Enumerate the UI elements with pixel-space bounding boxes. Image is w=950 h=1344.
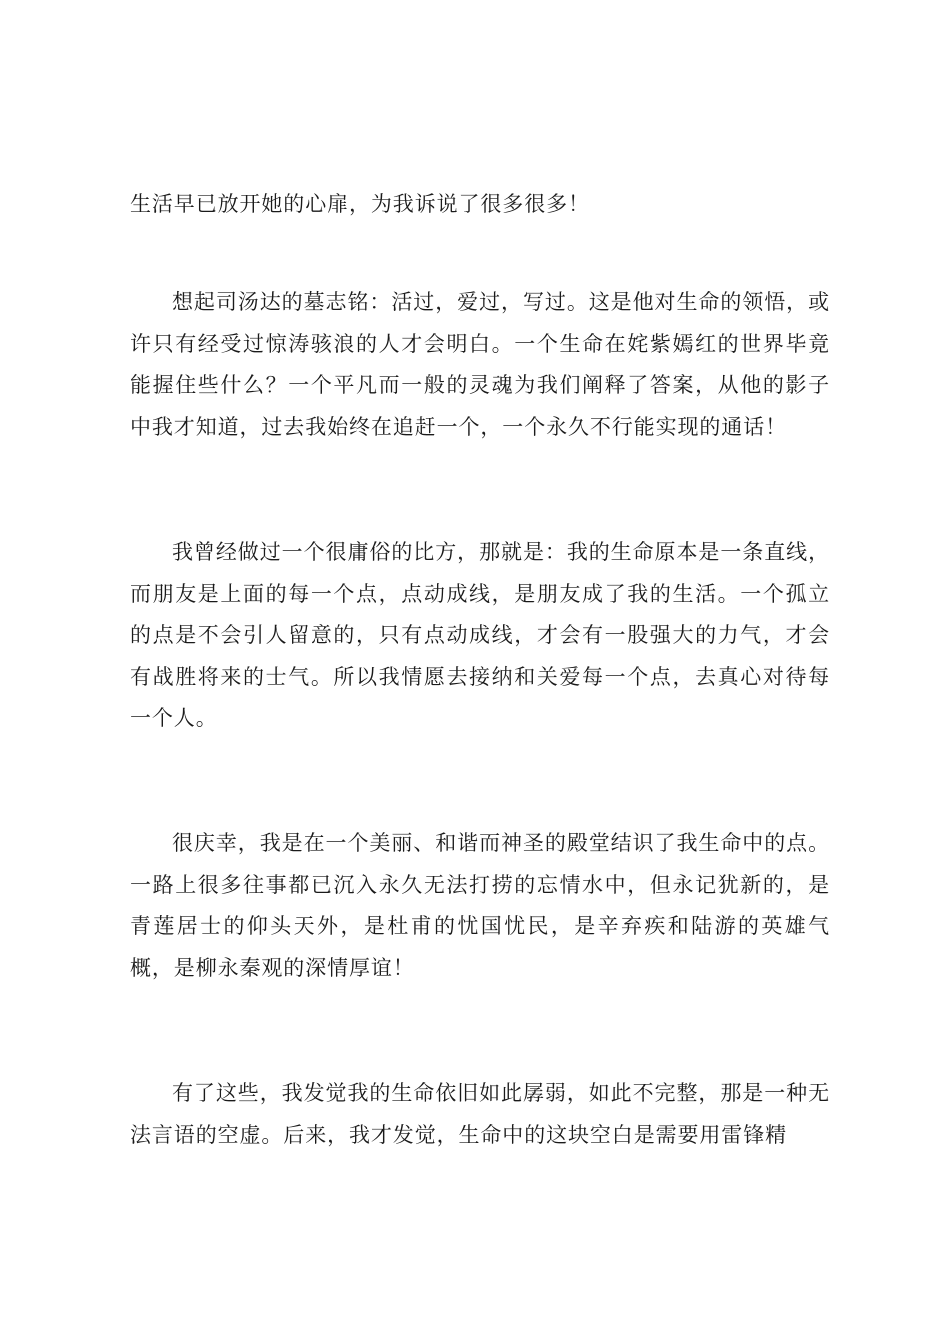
paragraph-continuation: 生活早已放开她的心扉，为我诉说了很多很多！ <box>130 192 590 216</box>
paragraph-fortunate: 很庆幸，我是在一个美丽、和谐而神圣的殿堂结识了我生命中的点。一路上很多往事都已沉入永久无法打捞的忘情水中，但永记犹新的，是青莲居士的仰头天外，是杜甫的忧国忧民，是辛弃疾和陆游的英雄气概，是柳永秦观的深情厚谊！ <box>130 831 830 980</box>
paragraph-line-metaphor: 我曾经做过一个很庸俗的比方，那就是：我的生命原本是一条直线，而朋友是上面的每一个点，点动成线，是朋友成了我的生活。一个孤立的点是不会引人留意的，只有点动成线，才会有一股强大的力气，才会有战胜将来的士气。所以我情愿去接纳和关爱每一个点，去真心对待每一个人。 <box>130 540 830 730</box>
paragraph-emptiness: 有了这些，我发觉我的生命依旧如此孱弱，如此不完整，那是一种无法言语的空虚。后来，我才发觉，生命中的这块空白是需要用雷锋精 <box>130 1081 830 1147</box>
paragraph-stendhal-epitaph: 想起司汤达的墓志铭：活过，爱过，写过。这是他对生命的领悟，或许只有经受过惊涛骇浪的人才会明白。一个生命在姹紫嫣红的世界毕竟能握住些什么？一个平凡而一般的灵魂为我们阐释了答案，从他的影子中我才知道，过去我始终在追赶一个，一个永久不行能实现的通话！ <box>130 290 830 439</box>
